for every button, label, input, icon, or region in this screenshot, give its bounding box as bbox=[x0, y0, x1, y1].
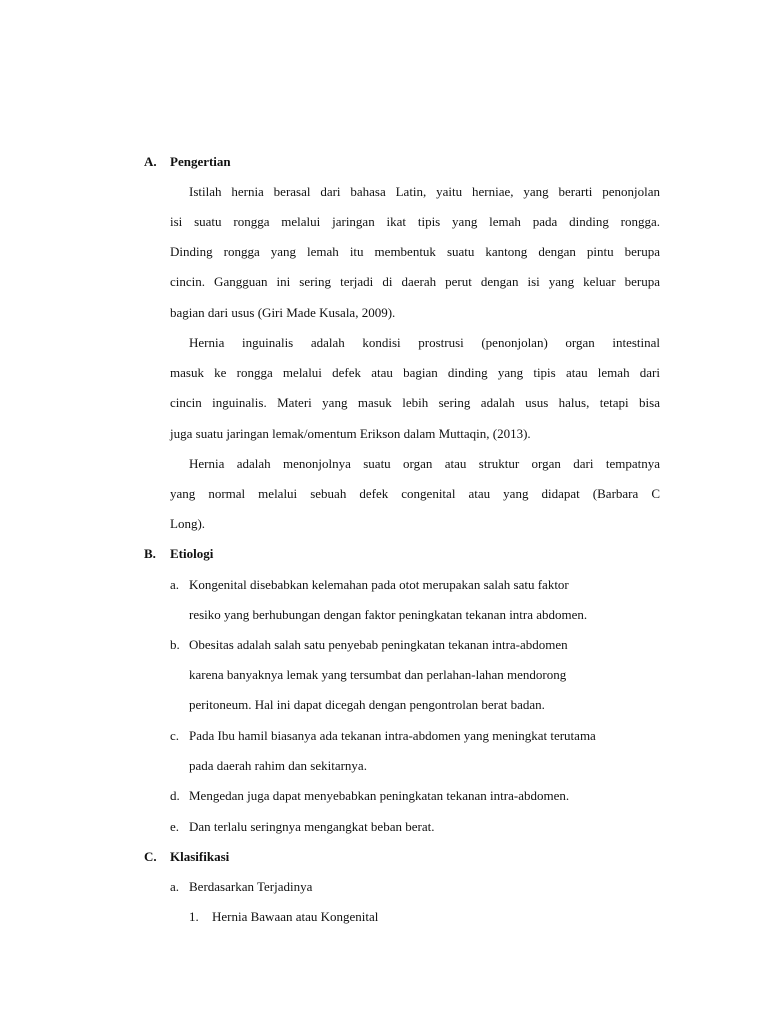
list-marker: d. bbox=[170, 788, 180, 803]
section-a-letter: A. bbox=[144, 154, 157, 169]
list-marker: 1. bbox=[189, 909, 199, 924]
list-marker: e. bbox=[170, 819, 180, 834]
section-b-letter: B. bbox=[144, 546, 156, 561]
paragraph-line: Istilah hernia berasal dari bahasa Latin, yaitu herniae, yang berarti penonjolan bbox=[189, 184, 660, 199]
paragraph-line: juga suatu jaringan lemak/omentum Erikson dalam Muttaqin, (2013). bbox=[170, 426, 531, 441]
list-marker: a. bbox=[170, 879, 180, 894]
list-item-line: Pada Ibu hamil biasanya ada tekanan intra-abdomen yang meningkat terutama bbox=[189, 728, 596, 743]
paragraph-line: masuk ke rongga melalui defek atau bagian dinding yang tipis atau lemah dari bbox=[170, 365, 660, 380]
section-c-title: Klasifikasi bbox=[170, 849, 230, 864]
list-item-line: Obesitas adalah salah satu penyebab peningkatan tekanan intra-abdomen bbox=[189, 637, 568, 652]
list-marker: b. bbox=[170, 637, 180, 652]
sublist-item: Hernia Bawaan atau Kongenital bbox=[212, 909, 379, 924]
list-marker: a. bbox=[170, 577, 180, 592]
paragraph-line: cincin. Gangguan ini sering terjadi di daerah perut dengan isi yang keluar berupa bbox=[170, 274, 660, 289]
list-item-line: peritoneum. Hal ini dapat dicegah dengan pengontrolan berat badan. bbox=[189, 697, 545, 712]
list-item-line: Kongenital disebabkan kelemahan pada otot merupakan salah satu faktor bbox=[189, 577, 569, 592]
list-item-line: Dan terlalu seringnya mengangkat beban berat. bbox=[189, 819, 435, 834]
paragraph-line: Hernia inguinalis adalah kondisi prostrusi (penonjolan) organ intestinal bbox=[189, 335, 660, 350]
section-b-title: Etiologi bbox=[170, 546, 214, 561]
paragraph-line: isi suatu rongga melalui jaringan ikat tipis yang lemah pada dinding rongga. bbox=[170, 214, 660, 229]
paragraph-line: Hernia adalah menonjolnya suatu organ atau struktur organ dari tempatnya bbox=[189, 456, 660, 471]
list-item-line: resiko yang berhubungan dengan faktor peningkatan tekanan intra abdomen. bbox=[189, 607, 588, 622]
paragraph-line: Dinding rongga yang lemah itu membentuk suatu kantong dengan pintu berupa bbox=[170, 244, 660, 259]
section-c-letter: C. bbox=[144, 849, 157, 864]
list-marker: c. bbox=[170, 728, 180, 743]
list-item-line: pada daerah rahim dan sekitarnya. bbox=[189, 758, 367, 773]
list-item-line: Mengedan juga dapat menyebabkan peningkatan tekanan intra-abdomen. bbox=[189, 788, 570, 803]
paragraph-line: cincin inguinalis. Materi yang masuk lebih sering adalah usus halus, tetapi bisa bbox=[170, 395, 660, 410]
paragraph-line: yang normal melalui sebuah defek congenital atau yang didapat (Barbara C bbox=[170, 486, 660, 501]
sublist-item: Berdasarkan Terjadinya bbox=[189, 879, 313, 894]
list-item-line: karena banyaknya lemak yang tersumbat dan perlahan-lahan mendorong bbox=[189, 667, 567, 682]
section-a-title: Pengertian bbox=[170, 154, 231, 169]
paragraph-line: Long). bbox=[170, 516, 206, 531]
paragraph-line: bagian dari usus (Giri Made Kusala, 2009). bbox=[170, 305, 396, 320]
